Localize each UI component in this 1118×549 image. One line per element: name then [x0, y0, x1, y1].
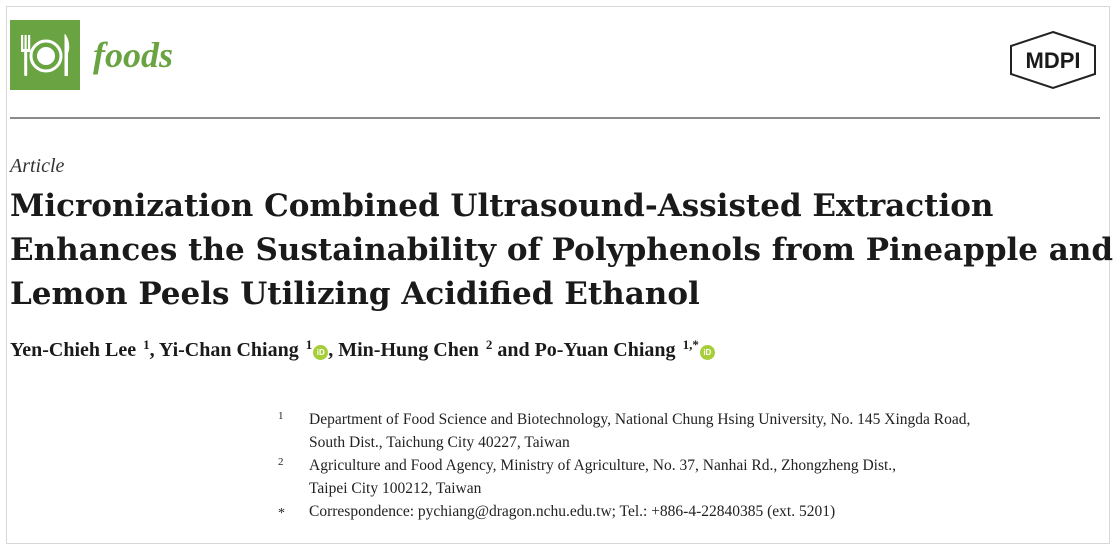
affiliation-mark: 2 [278, 456, 284, 468]
title-line: Lemon Peels Utilizing Acidified Ethanol [10, 276, 700, 312]
orcid-icon[interactable]: iD [700, 345, 715, 360]
title-line: Micronization Combined Ultrasound-Assisted Extraction [10, 188, 994, 224]
author-separator: , [328, 339, 339, 361]
affiliation-line: Agriculture and Food Agency, Ministry of Agriculture, No. 37, Nanhai Rd., Zhongzheng Dist., [309, 457, 897, 474]
plate-fork-knife-icon [10, 20, 80, 90]
affiliation-line: South Dist., Taichung City 40227, Taiwan [309, 434, 570, 451]
affiliation-line: Correspondence: pychiang@dragon.nchu.edu.tw; Tel.: +886-4-22840385 (ext. 5201) [309, 503, 836, 520]
affiliation-item [278, 454, 1108, 500]
author-affiliation-mark: 1 [305, 337, 313, 352]
affiliation-item [278, 500, 1108, 523]
journal-logo [10, 20, 80, 90]
affiliation-mark: 1 [278, 410, 284, 422]
affiliation-line: Taipei City 100212, Taiwan [309, 480, 482, 497]
article-title [10, 184, 1114, 316]
author-name[interactable]: Min-Hung Chen [338, 339, 479, 361]
author-name[interactable]: Yen-Chieh Lee [10, 339, 137, 361]
author-name[interactable]: Yi-Chan Chiang [158, 339, 299, 361]
publisher-logo [1006, 30, 1100, 94]
author-separator: , [149, 339, 159, 361]
article-type: Article [10, 155, 65, 177]
author-name[interactable]: Po-Yuan Chiang [534, 339, 676, 361]
affiliation-item [278, 408, 1108, 454]
affiliations [278, 408, 1108, 523]
header-divider [10, 117, 1100, 119]
title-line: Enhances the Sustainability of Polyphenols from Pineapple and [10, 232, 1114, 268]
author-affiliation-mark: 1 [143, 337, 150, 352]
publisher-name: MDPI [1025, 48, 1081, 73]
journal-name: foods [93, 35, 173, 75]
author-affiliation-mark: 1,* [682, 337, 699, 352]
affiliation-line: Department of Food Science and Biotechnology, National Chung Hsing University, No. 145 Xingda Road, [309, 411, 971, 428]
author-separator: and [492, 339, 535, 361]
orcid-icon[interactable]: iD [313, 345, 328, 360]
author-affiliation-mark: 2 [485, 337, 493, 352]
author-list [10, 337, 715, 362]
affiliation-mark: * [278, 506, 285, 521]
